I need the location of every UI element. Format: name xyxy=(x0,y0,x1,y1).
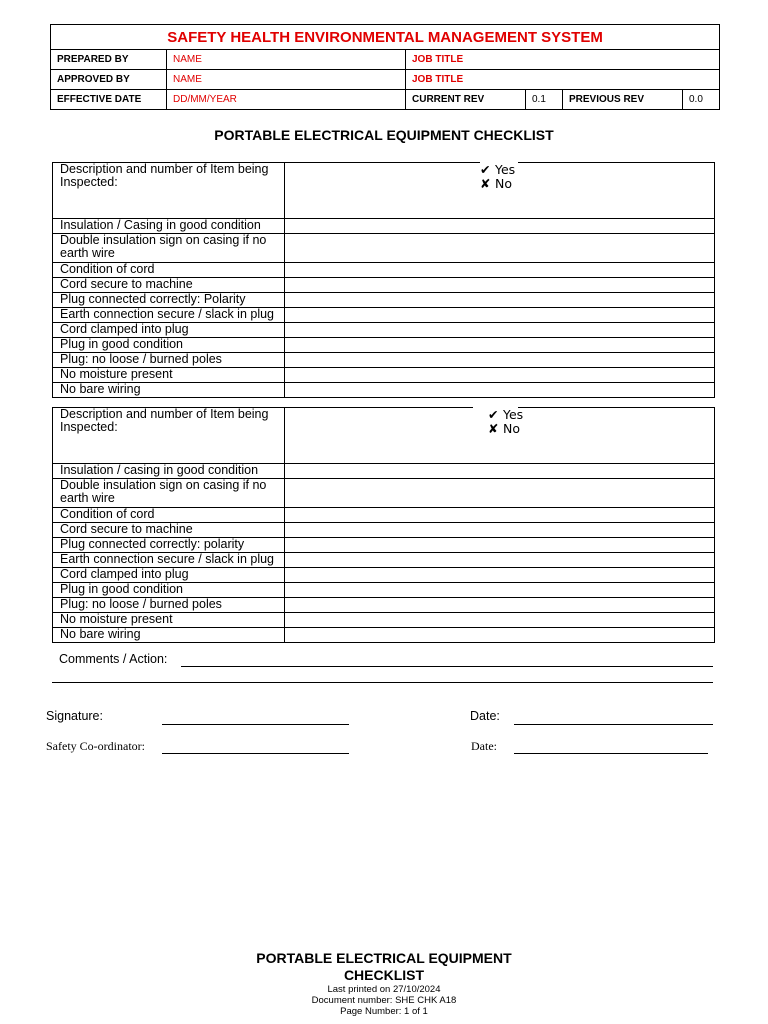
check-item-label: Plug: no loose / burned poles xyxy=(53,598,285,613)
check-icon: ✔ xyxy=(480,162,491,177)
check-item-label: Insulation / Casing in good condition xyxy=(53,219,285,234)
header-table xyxy=(50,24,720,110)
check-item-label: Double insulation sign on casing if no earth wire xyxy=(53,479,285,508)
check-item-label: No moisture present xyxy=(53,613,285,628)
safety-coordinator-label: Safety Co-ordinator: xyxy=(46,739,145,753)
approved-by-name: NAME xyxy=(167,70,406,90)
yes-label: Yes xyxy=(503,407,524,422)
yes-option[interactable] xyxy=(488,408,523,422)
document-number: Document number: SHE CHK A18 xyxy=(311,995,457,1006)
check-item-label: Plug connected correctly: polarity xyxy=(53,538,285,553)
previous-rev-label: PREVIOUS REV xyxy=(563,90,683,110)
check-item-label: Insulation / casing in good condition xyxy=(53,464,285,479)
system-title: SAFETY HEALTH ENVIRONMENTAL MANAGEMENT SYSTEM xyxy=(51,25,720,50)
check-item-response[interactable] xyxy=(285,323,715,338)
check-item-response[interactable] xyxy=(285,568,715,583)
check-item-response[interactable] xyxy=(285,234,715,263)
check-item-label: Condition of cord xyxy=(53,508,285,523)
check-item-response[interactable] xyxy=(285,383,715,398)
check-item-response[interactable] xyxy=(285,523,715,538)
approved-by-label: APPROVED BY xyxy=(51,70,167,90)
check-item-response[interactable] xyxy=(285,583,715,598)
yes-option[interactable] xyxy=(480,163,515,177)
current-rev-value: 0.1 xyxy=(526,90,563,110)
check-item-label: No bare wiring xyxy=(53,628,285,643)
date-line[interactable] xyxy=(514,724,713,725)
check-item-response[interactable] xyxy=(285,219,715,234)
description-label: Description and number of Item being Inspected: xyxy=(53,163,285,219)
check-item-label: No bare wiring xyxy=(53,383,285,398)
cross-icon: ✘ xyxy=(488,421,499,436)
check-item-response[interactable] xyxy=(285,508,715,523)
check-item-response[interactable] xyxy=(285,553,715,568)
no-label: No xyxy=(495,176,512,191)
check-icon: ✔ xyxy=(488,407,499,422)
date-label: Date: xyxy=(470,709,500,723)
prepared-by-job-title: JOB TITLE xyxy=(406,50,720,70)
effective-date-label: EFFECTIVE DATE xyxy=(51,90,167,110)
document-title: PORTABLE ELECTRICAL EQUIPMENT CHECKLIST xyxy=(214,127,554,143)
no-label: No xyxy=(503,421,520,436)
comments-line-2[interactable] xyxy=(52,682,713,683)
comments-label: Comments / Action: xyxy=(59,652,168,666)
check-item-label: Plug: no loose / burned poles xyxy=(53,353,285,368)
no-option[interactable] xyxy=(480,177,512,191)
page-number: Page Number: 1 of 1 xyxy=(340,1006,428,1017)
item-description-field[interactable] xyxy=(285,408,715,464)
check-item-label: Cord secure to machine xyxy=(53,278,285,293)
check-item-response[interactable] xyxy=(285,598,715,613)
check-item-response[interactable] xyxy=(285,278,715,293)
check-item-label: Plug in good condition xyxy=(53,338,285,353)
check-item-response[interactable] xyxy=(285,368,715,383)
item-description-field[interactable] xyxy=(285,163,715,219)
prepared-by-name: NAME xyxy=(167,50,406,70)
check-item-response[interactable] xyxy=(285,628,715,643)
footer xyxy=(0,950,768,1017)
comments-line[interactable] xyxy=(181,666,713,667)
no-option[interactable] xyxy=(488,422,520,436)
check-item-response[interactable] xyxy=(285,353,715,368)
cross-icon: ✘ xyxy=(480,176,491,191)
check-item-response[interactable] xyxy=(285,308,715,323)
date-line-2[interactable] xyxy=(514,753,708,754)
approved-by-job-title: JOB TITLE xyxy=(406,70,720,90)
check-item-label: Plug in good condition xyxy=(53,583,285,598)
safety-coordinator-line[interactable] xyxy=(162,753,349,754)
check-item-response[interactable] xyxy=(285,293,715,308)
check-item-label: Cord secure to machine xyxy=(53,523,285,538)
check-item-label: Plug connected correctly: Polarity xyxy=(53,293,285,308)
check-item-label: Cord clamped into plug xyxy=(53,323,285,338)
check-item-label: Earth connection secure / slack in plug xyxy=(53,308,285,323)
current-rev-label: CURRENT REV xyxy=(406,90,526,110)
check-item-response[interactable] xyxy=(285,338,715,353)
check-item-label: Double insulation sign on casing if no earth wire xyxy=(53,234,285,263)
checklist-table-1 xyxy=(52,162,715,398)
check-item-response[interactable] xyxy=(285,479,715,508)
check-item-response[interactable] xyxy=(285,464,715,479)
last-printed: Last printed on 27/10/2024 xyxy=(327,984,441,995)
check-item-response[interactable] xyxy=(285,538,715,553)
check-item-response[interactable] xyxy=(285,263,715,278)
check-item-label: Condition of cord xyxy=(53,263,285,278)
check-item-response[interactable] xyxy=(285,613,715,628)
prepared-by-label: PREPARED BY xyxy=(51,50,167,70)
check-item-label: No moisture present xyxy=(53,368,285,383)
date-label-2: Date: xyxy=(471,739,497,753)
previous-rev-value: 0.0 xyxy=(683,90,720,110)
footer-title: PORTABLE ELECTRICAL EQUIPMENT CHECKLIST xyxy=(256,950,512,983)
effective-date-value: DD/MM/YEAR xyxy=(167,90,406,110)
signature-label: Signature: xyxy=(46,709,103,723)
check-item-label: Cord clamped into plug xyxy=(53,568,285,583)
description-label: Description and number of Item being Inspected: xyxy=(53,408,285,464)
checklist-table-2 xyxy=(52,407,715,643)
yes-label: Yes xyxy=(495,162,516,177)
check-item-label: Earth connection secure / slack in plug xyxy=(53,553,285,568)
signature-line[interactable] xyxy=(162,724,349,725)
